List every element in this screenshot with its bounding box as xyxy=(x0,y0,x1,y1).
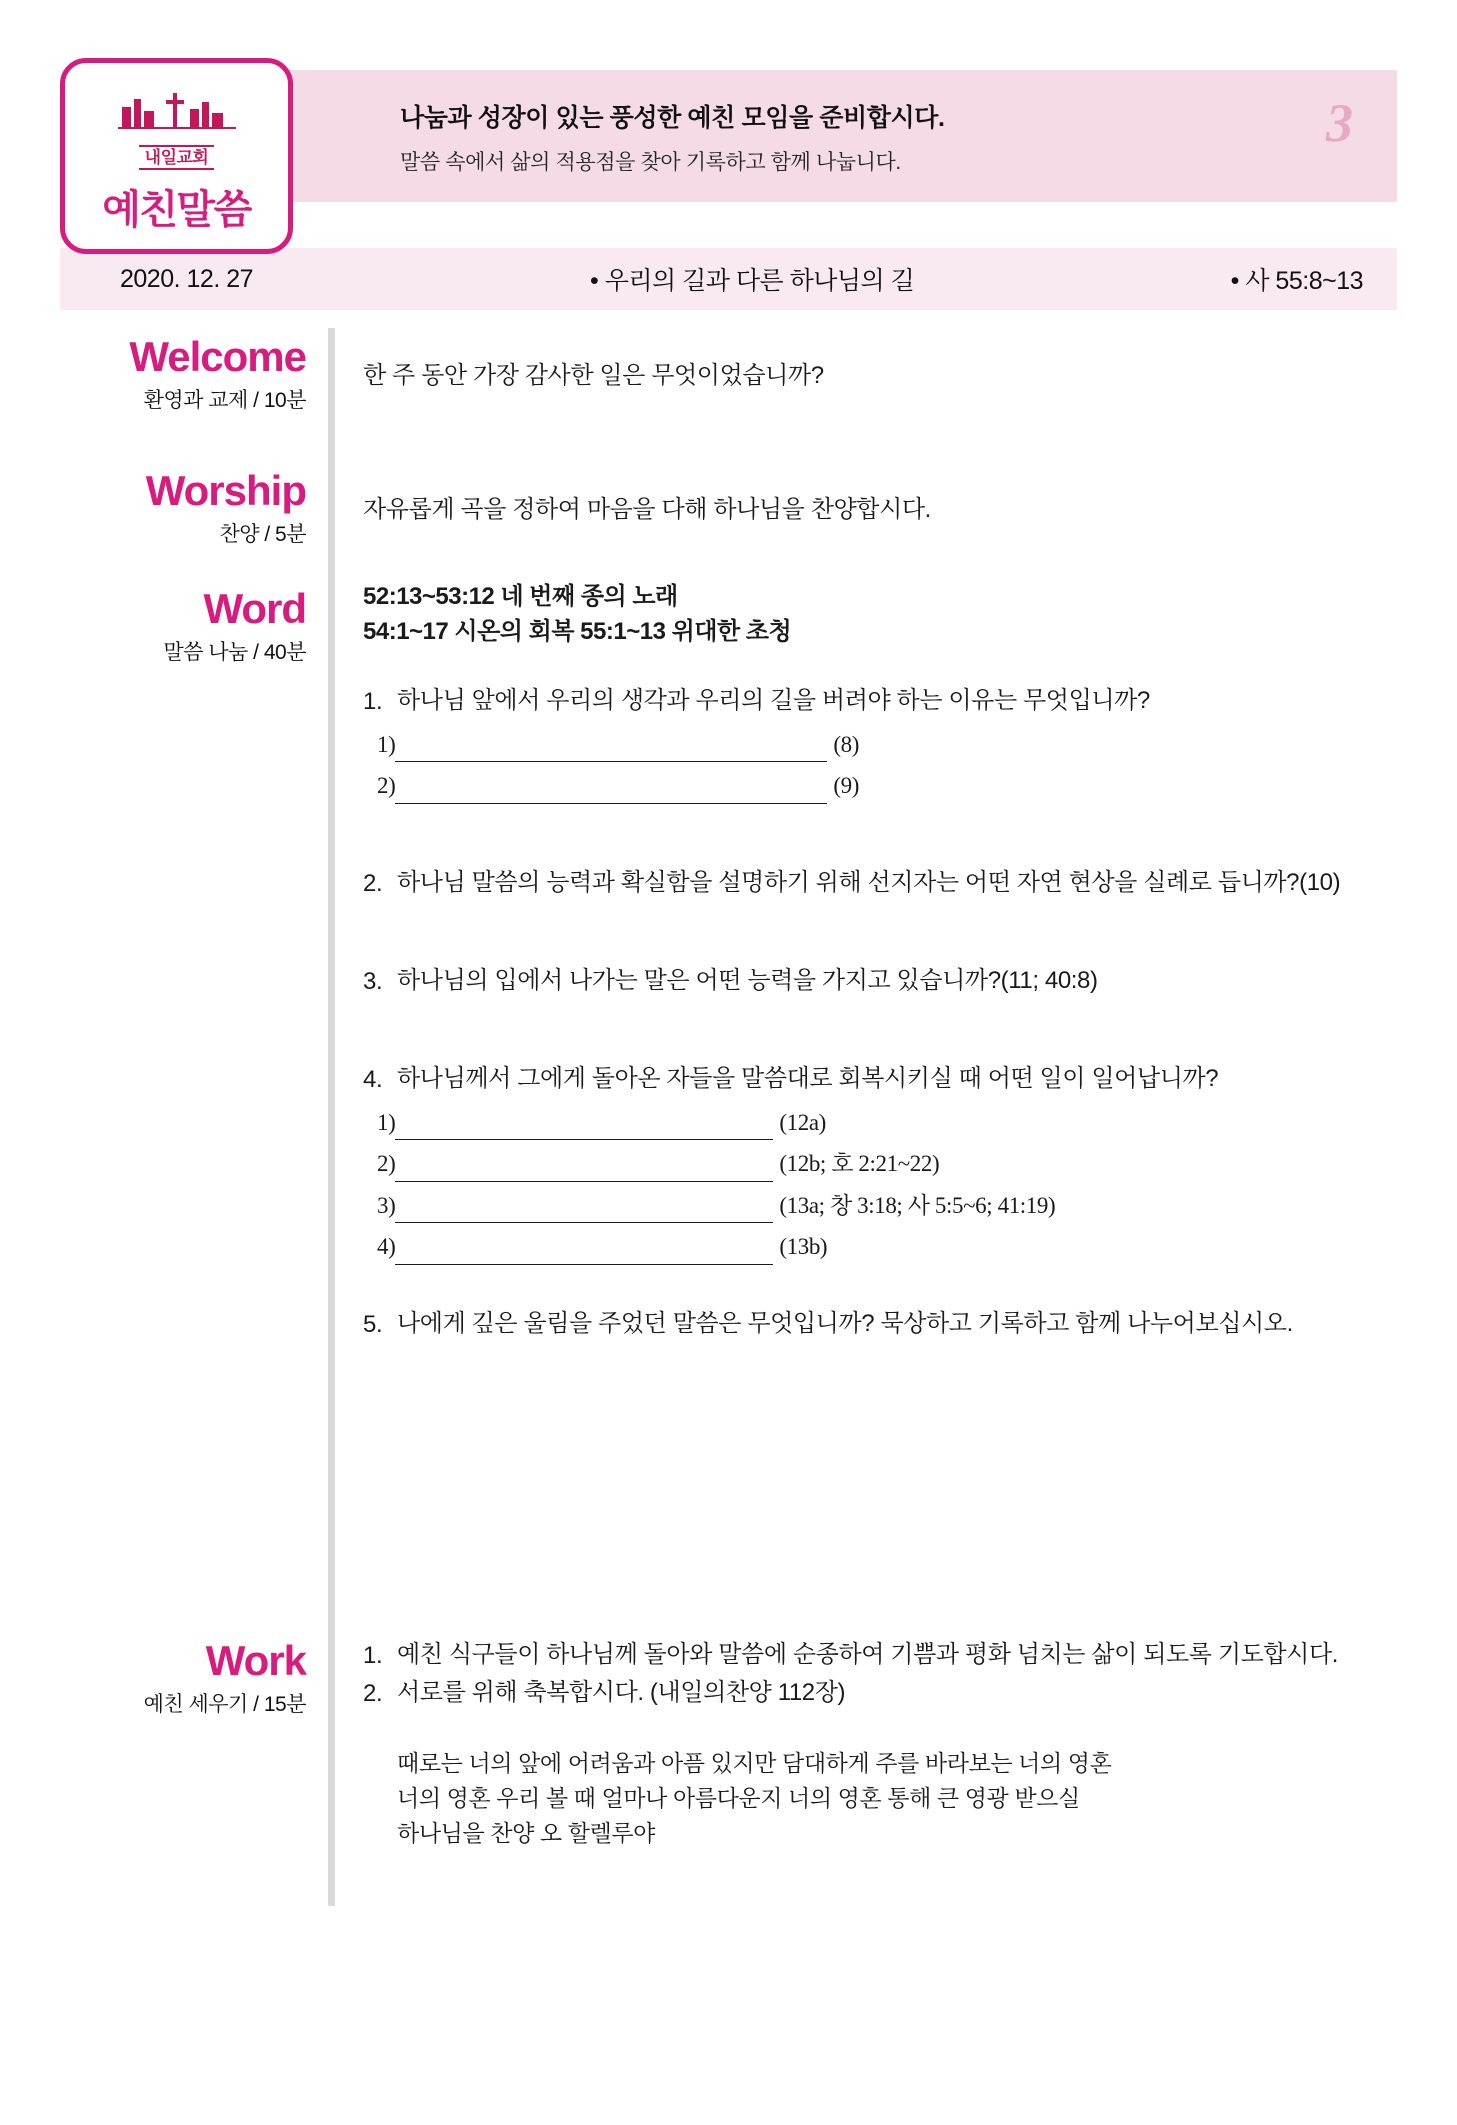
answer-blank-row[interactable] xyxy=(377,1189,1397,1224)
work-item-number: 2. xyxy=(363,1680,383,1707)
worship-handout-page xyxy=(0,58,1457,2125)
section-word-title: Word xyxy=(203,585,306,632)
song-line-3: 하나님을 찬양 오 할렐루야 xyxy=(397,1819,655,1846)
blank-line[interactable] xyxy=(395,741,827,762)
blank-index: 2) xyxy=(377,773,396,799)
question-text: 하나님 앞에서 우리의 생각과 우리의 길을 버려야 하는 이유는 무엇입니까? xyxy=(397,686,1150,714)
song-line-1: 때로는 너의 앞에 어려움과 아픔 있지만 담대하게 주를 바라보는 너의 영혼 xyxy=(397,1750,1112,1776)
logo-box xyxy=(60,58,293,254)
blank-index: 2) xyxy=(377,1151,396,1177)
blank-reference: (9) xyxy=(833,773,859,799)
blank-reference: (8) xyxy=(833,731,859,757)
question-item xyxy=(363,866,1397,902)
question-item xyxy=(363,1307,1397,1343)
section-worship-label xyxy=(60,448,328,576)
date-bar xyxy=(60,248,1397,310)
section-divider xyxy=(328,1636,335,1906)
meeting-date: 2020. 12. 27 xyxy=(120,264,254,293)
work-item xyxy=(363,1676,1397,1712)
church-skyline-icon xyxy=(118,77,236,143)
section-welcome xyxy=(60,328,1397,448)
answer-blanks xyxy=(377,728,1397,804)
blank-index: 1) xyxy=(377,1109,396,1135)
blank-index: 3) xyxy=(377,1192,396,1218)
header-subtitle: 말씀 속에서 삶의 적용점을 찾아 기록하고 함께 나눕니다. xyxy=(400,151,901,174)
content xyxy=(60,310,1397,1906)
section-word-label xyxy=(60,576,328,1636)
blank-reference: (13b) xyxy=(779,1234,828,1260)
section-welcome-title: Welcome xyxy=(129,333,306,380)
answer-blank-row[interactable] xyxy=(377,769,1397,804)
blank-line[interactable] xyxy=(395,1202,773,1223)
blank-reference: (13a; 창 3:18; 사 5:5~6; 41:19) xyxy=(779,1192,1056,1218)
word-heading-line-2: 54:1~17 시온의 회복 55:1~13 위대한 초청 xyxy=(363,617,792,645)
blank-line[interactable] xyxy=(395,783,827,804)
answer-blank-row[interactable] xyxy=(377,1106,1397,1141)
blank-reference: (12a) xyxy=(779,1109,826,1135)
section-work-title: Work xyxy=(205,1637,306,1684)
question-text: 하나님 말씀의 능력과 확실함을 설명하기 위해 선지자는 어떤 자연 현상을 실례로 듭니까?(10) xyxy=(397,868,1341,896)
section-word-body xyxy=(363,576,1397,1636)
header-title: 나눔과 성장이 있는 풍성한 예친 모임을 준비합시다. xyxy=(400,104,945,132)
question-number: 5. xyxy=(363,1310,383,1338)
question-number: 1. xyxy=(363,687,383,715)
section-worship-subtitle: 찬양 / 5분 xyxy=(219,523,306,546)
header-banner-text xyxy=(400,98,945,176)
logo-church-name: 내일교회 xyxy=(139,145,215,171)
section-worship-body: 자유롭게 곡을 정하여 마음을 다해 하나님을 찬양합시다. xyxy=(363,496,931,523)
question-number: 2. xyxy=(363,869,383,897)
header xyxy=(60,58,1397,248)
section-worship-title: Worship xyxy=(145,467,306,514)
word-heading-line-1: 52:13~53:12 네 번째 종의 노래 xyxy=(363,583,678,610)
song-lyrics xyxy=(397,1746,1397,1851)
section-divider xyxy=(328,576,335,1636)
section-word xyxy=(60,576,1397,1636)
bible-reference: • 사 55:8~13 xyxy=(1230,267,1363,295)
section-work-subtitle: 예친 세우기 / 15분 xyxy=(143,1693,306,1716)
work-item xyxy=(363,1638,1397,1674)
answer-blank-row[interactable] xyxy=(377,728,1397,763)
meeting-topic: • 우리의 길과 다른 하나님의 길 xyxy=(590,267,915,295)
question-text: 나에게 깊은 울림을 주었던 말씀은 무엇입니까? 묵상하고 기록하고 함께 나누어보십시오. xyxy=(397,1309,1293,1337)
page-number: 3 xyxy=(1326,93,1353,153)
section-work-body xyxy=(363,1636,1397,1906)
blank-line[interactable] xyxy=(395,1119,773,1140)
work-item-number: 1. xyxy=(363,1642,383,1669)
section-divider xyxy=(328,328,335,448)
answer-blanks xyxy=(377,1106,1397,1265)
work-item-text: 서로를 위해 축복합시다. (내일의찬양 112장) xyxy=(397,1679,846,1706)
section-welcome-label xyxy=(60,328,328,448)
header-banner xyxy=(270,70,1397,202)
song-line-2: 너의 영혼 우리 볼 때 얼마나 아름다운지 너의 영혼 통해 큰 영광 받으실 xyxy=(397,1784,1080,1811)
blank-line[interactable] xyxy=(395,1161,773,1182)
blank-line[interactable] xyxy=(395,1244,773,1265)
question-item xyxy=(363,1062,1397,1098)
section-work xyxy=(60,1636,1397,1906)
section-work-label xyxy=(60,1636,328,1906)
question-item xyxy=(363,684,1397,720)
section-welcome-body: 한 주 동안 가장 감사한 일은 무엇이었습니까? xyxy=(363,362,824,389)
blank-index: 1) xyxy=(377,731,396,757)
section-word-subtitle: 말씀 나눔 / 40분 xyxy=(163,641,306,664)
answer-blank-row[interactable] xyxy=(377,1230,1397,1265)
word-heading xyxy=(363,580,1397,650)
section-welcome-subtitle: 환영과 교제 / 10분 xyxy=(143,389,306,412)
question-text: 하나님의 입에서 나가는 말은 어떤 능력을 가지고 있습니까?(11; 40:8) xyxy=(397,966,1098,994)
question-number: 4. xyxy=(363,1065,383,1093)
logo-brand: 예친말씀 xyxy=(102,188,251,233)
blank-reference: (12b; 호 2:21~22) xyxy=(779,1151,940,1177)
section-worship xyxy=(60,448,1397,576)
question-text: 하나님께서 그에게 돌아온 자들을 말씀대로 회복시키실 때 어떤 일이 일어납니까? xyxy=(397,1064,1219,1092)
answer-blank-row[interactable] xyxy=(377,1147,1397,1182)
question-item xyxy=(363,964,1397,1000)
work-item-text: 예친 식구들이 하나님께 돌아와 말씀에 순종하여 기쁨과 평화 넘치는 삶이 되도록 기도합시다. xyxy=(397,1641,1339,1668)
section-divider xyxy=(328,448,335,576)
blank-index: 4) xyxy=(377,1234,396,1260)
question-number: 3. xyxy=(363,967,383,995)
